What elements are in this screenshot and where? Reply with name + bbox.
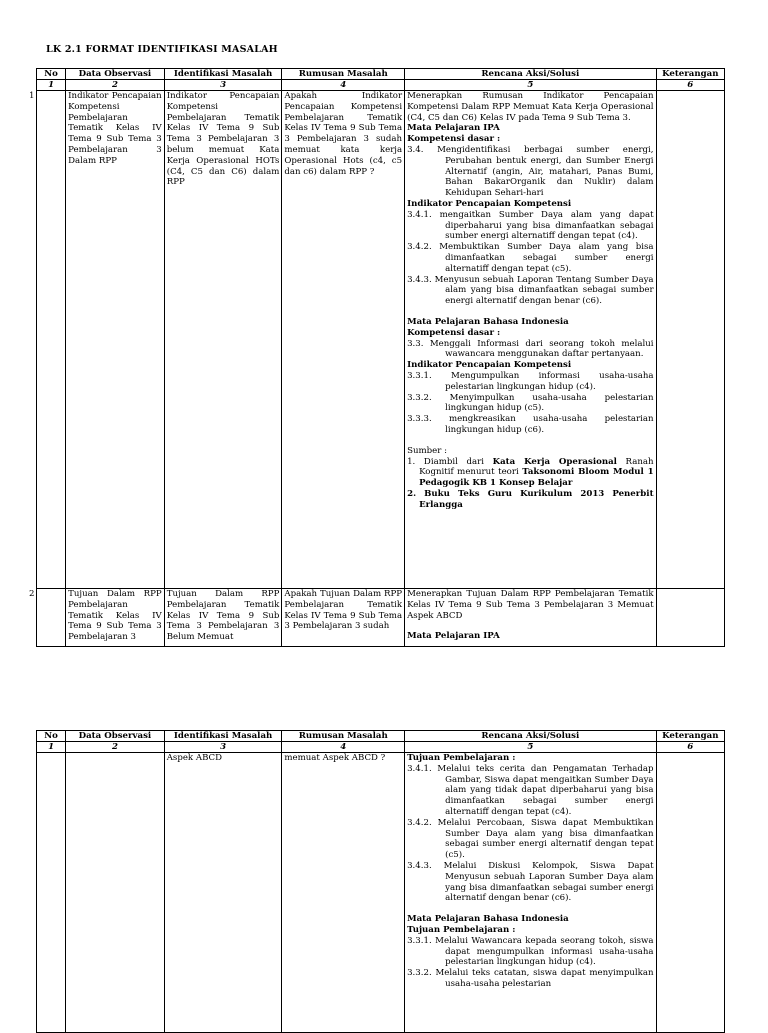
mapel-bi-heading: Mata Pelajaran Bahasa Indonesia <box>407 914 569 925</box>
col-number: 1 <box>37 80 66 91</box>
col-number: 2 <box>66 742 165 753</box>
mapel-ipa-heading: Mata Pelajaran IPA <box>407 631 500 642</box>
sumber-label: Sumber : <box>407 445 447 456</box>
tujuan-label: Tujuan Pembelajaran : <box>407 753 516 763</box>
observasi-cell: Indikator Pencapaian Kompetensi Pembelajaran Tematik Kelas IV Tema 9 Sub Tema 3 Pembelajaran 3 Dalam RPP <box>66 91 165 589</box>
col-number: 5 <box>405 80 656 91</box>
header-identifikasi-masalah: Identifikasi Masalah <box>164 69 282 80</box>
kd-ipa: 3.4. Mengidentifikasi berbagai sumber energi, Perubahan bentuk energi, dan Sumber Energi Alternatif (angin, Air, matahari, Panas Bumi, Bahan BakarOrganik dan Nuklir) dalam Kehidupan Sehari-hari <box>407 144 654 199</box>
header-data-observasi: Data Observasi <box>66 731 165 742</box>
rumusan-cell: Apakah Tujuan Dalam RPP Pembelajaran Tematik Kelas IV Tema 9 Sub Tema 3 Pembelajaran 3 sudah <box>282 589 405 647</box>
col-number: 5 <box>405 742 656 753</box>
col-number: 6 <box>656 80 724 91</box>
keterangan-cell <box>656 589 724 647</box>
header-identifikasi-masalah: Identifikasi Masalah <box>164 731 282 742</box>
header-rencana-aksi: Rencana Aksi/Solusi <box>405 731 656 742</box>
header-rumusan-masalah: Rumusan Masalah <box>282 731 405 742</box>
table-row <box>37 91 725 589</box>
sumber-item <box>407 457 653 489</box>
row-number-cell <box>29 91 66 589</box>
sumber-bold: Taksonomi Bloom Modul 1 Pedagogik KB 1 Konsep Belajar <box>419 467 654 489</box>
ipk-label: Indikator Pencapaian Kompetensi <box>407 198 572 209</box>
rumusan-cell: Apakah Indikator Pencapaian Kompetensi Pembelajaran Tematik Kelas IV Tema 9 Sub Tema 3 Pembelajaran 3 sudah memuat kata kerja Operasional Hots (c4, c5 dan c6) dalam RPP ? <box>282 91 405 589</box>
ipk-item: 3.3.2. Menyimpulkan usaha-usaha pelestarian lingkungan hidup (c5). <box>407 392 654 414</box>
tujuan-item: 3.4.3. Melalui Diskusi Kelompok, Siswa Dapat Menyusun sebuah Laporan Sumber Daya alam yang bisa dimanfaatkan sebagai sumber energi alternatif dengan benar (c6). <box>407 860 654 904</box>
column-number-row <box>37 80 725 91</box>
col-number: 4 <box>282 742 405 753</box>
header-no: No <box>37 69 66 80</box>
ipk-item: 3.3.1. Mengumpulkan informasi usaha-usaha pelestarian lingkungan hidup (c4). <box>407 370 654 392</box>
rencana-intro: Menerapkan Rumusan Indikator Pencapaian Kompetensi Dalam RPP Memuat Kata Kerja Operasional (C4, C5 dan C6) Kelas IV pada Tema 9 Sub Tema 3. <box>407 91 654 123</box>
sumber-text: 1. Diambil dari <box>407 456 493 467</box>
ipk-label: Indikator Pencapaian Kompetensi <box>407 360 572 371</box>
identifikasi-cell: Tujuan Dalam RPP Pembelajaran Tematik Kelas IV Tema 9 Sub Tema 3 Pembelajaran 3 Belum Memuat <box>164 589 282 647</box>
sumber-text: Ranah Kognitif menurut teori <box>419 456 654 478</box>
identifikasi-cell: Aspek ABCD <box>164 753 282 1033</box>
rencana-intro: Menerapkan Tujuan Dalam RPP Pembelajaran Tematik Kelas IV Tema 9 Sub Tema 3 Pembelajaran 3 Memuat Aspek ABCD <box>407 589 654 621</box>
header-keterangan: Keterangan <box>656 69 724 80</box>
observasi-cell <box>66 753 165 1033</box>
col-number: 4 <box>282 80 405 91</box>
kd-label: Kompetensi dasar : <box>407 134 501 145</box>
tujuan-item: 3.4.2. Melalui Percobaan, Siswa dapat Membuktikan Sumber Daya alam yang bisa dimanfaatkan sebagai sumber energi alternatif dengan tepat (c5). <box>407 817 654 861</box>
tujuan-label: Tujuan Pembelajaran : <box>407 924 516 935</box>
header-row <box>37 731 725 742</box>
mapel-bi-heading: Mata Pelajaran Bahasa Indonesia <box>407 316 569 327</box>
col-number: 1 <box>37 742 66 753</box>
rencana-cell <box>405 589 656 647</box>
col-number: 3 <box>164 80 282 91</box>
tujuan-item: 3.4.1. Melalui teks cerita dan Pengamatan Terhadap Gambar, Siswa dapat mengaitkan Sumber Daya alam yang tidak dapat diperbaharui yang bisa dimanfaatkan sebagai sumber energi alternatiff dengan tepat (c4). <box>407 763 654 817</box>
ipk-item: 3.4.2. Membuktikan Sumber Daya alam yang bisa dimanfaatkan sebagai sumber energi alternatiff dengan tepat (c5). <box>407 242 654 274</box>
header-rencana-aksi: Rencana Aksi/Solusi <box>405 69 656 80</box>
header-data-observasi: Data Observasi <box>66 69 165 80</box>
kd-bi: 3.3. Menggali Informasi dari seorang tokoh melalui wawancara menggunakan daftar pertanyaan. <box>407 338 654 360</box>
column-number-row <box>37 742 725 753</box>
table-row <box>37 753 725 1033</box>
row-number: 2 <box>29 589 35 599</box>
identifikasi-cell: Indikator Pencapaian Kompetensi Pembelajaran Tematik Kelas IV Tema 9 Sub Tema 3 Pembelajaran 3 belum memuat Kata Kerja Operasional HOTs (C4, C5 dan C6) dalam RPP <box>164 91 282 589</box>
sumber-bold: Kata Kerja Operasional <box>492 456 617 467</box>
header-row <box>37 69 725 80</box>
header-rumusan-masalah: Rumusan Masalah <box>282 69 405 80</box>
row-number: 1 <box>29 91 35 101</box>
keterangan-cell <box>656 753 724 1033</box>
rencana-cell <box>405 753 656 1033</box>
header-keterangan: Keterangan <box>656 731 724 742</box>
col-number: 3 <box>164 742 282 753</box>
ipk-item: 3.4.3. Menyusun sebuah Laporan Tentang Sumber Daya alam yang bisa dimanfaatkan sebagai sumber energi alternatif dengan benar (c6). <box>407 274 654 307</box>
sumber-item: 2. Buku Teks Guru Kurikulum 2013 Penerbit Erlangga <box>407 488 654 510</box>
header-no: No <box>37 731 66 742</box>
identification-table-page-1 <box>29 68 725 647</box>
ipk-item: 3.3.3. mengkreasikan usaha-usaha pelestarian lingkungan hidup (c6). <box>407 414 654 435</box>
keterangan-cell <box>656 91 724 589</box>
row-number-cell <box>37 753 66 1033</box>
observasi-cell: Tujuan Dalam RPP Pembelajaran Tematik Kelas IV Tema 9 Sub Tema 3 Pembelajaran 3 <box>66 589 165 647</box>
tujuan-item: 3.3.2. Melalui teks catatan, siswa dapat menyimpulkan usaha-usaha pelestarian <box>407 968 654 989</box>
table-row <box>37 589 725 647</box>
ipk-item: 3.4.1. mengaitkan Sumber Daya alam yang dapat diperbaharui yang bisa dimanfaatkan sebagai sumber energi alternatiff dengan tepat (c4). <box>407 209 654 242</box>
kd-label: Kompetensi dasar : <box>407 327 501 338</box>
mapel-ipa-heading: Mata Pelajaran IPA <box>407 123 500 134</box>
rumusan-cell: memuat Aspek ABCD ? <box>282 753 405 1033</box>
rencana-cell <box>405 91 656 589</box>
identification-table-page-2 <box>36 730 725 1033</box>
col-number: 6 <box>656 742 724 753</box>
tujuan-item: 3.3.1. Melalui Wawancara kepada seorang tokoh, siswa dapat mengumpulkan informasi usaha-usaha pelestarian lingkungan hidup (c4). <box>407 935 654 968</box>
col-number: 2 <box>66 80 165 91</box>
page-title: LK 2.1 FORMAT IDENTIFIKASI MASALAH <box>46 44 278 55</box>
row-number-cell <box>29 589 66 647</box>
